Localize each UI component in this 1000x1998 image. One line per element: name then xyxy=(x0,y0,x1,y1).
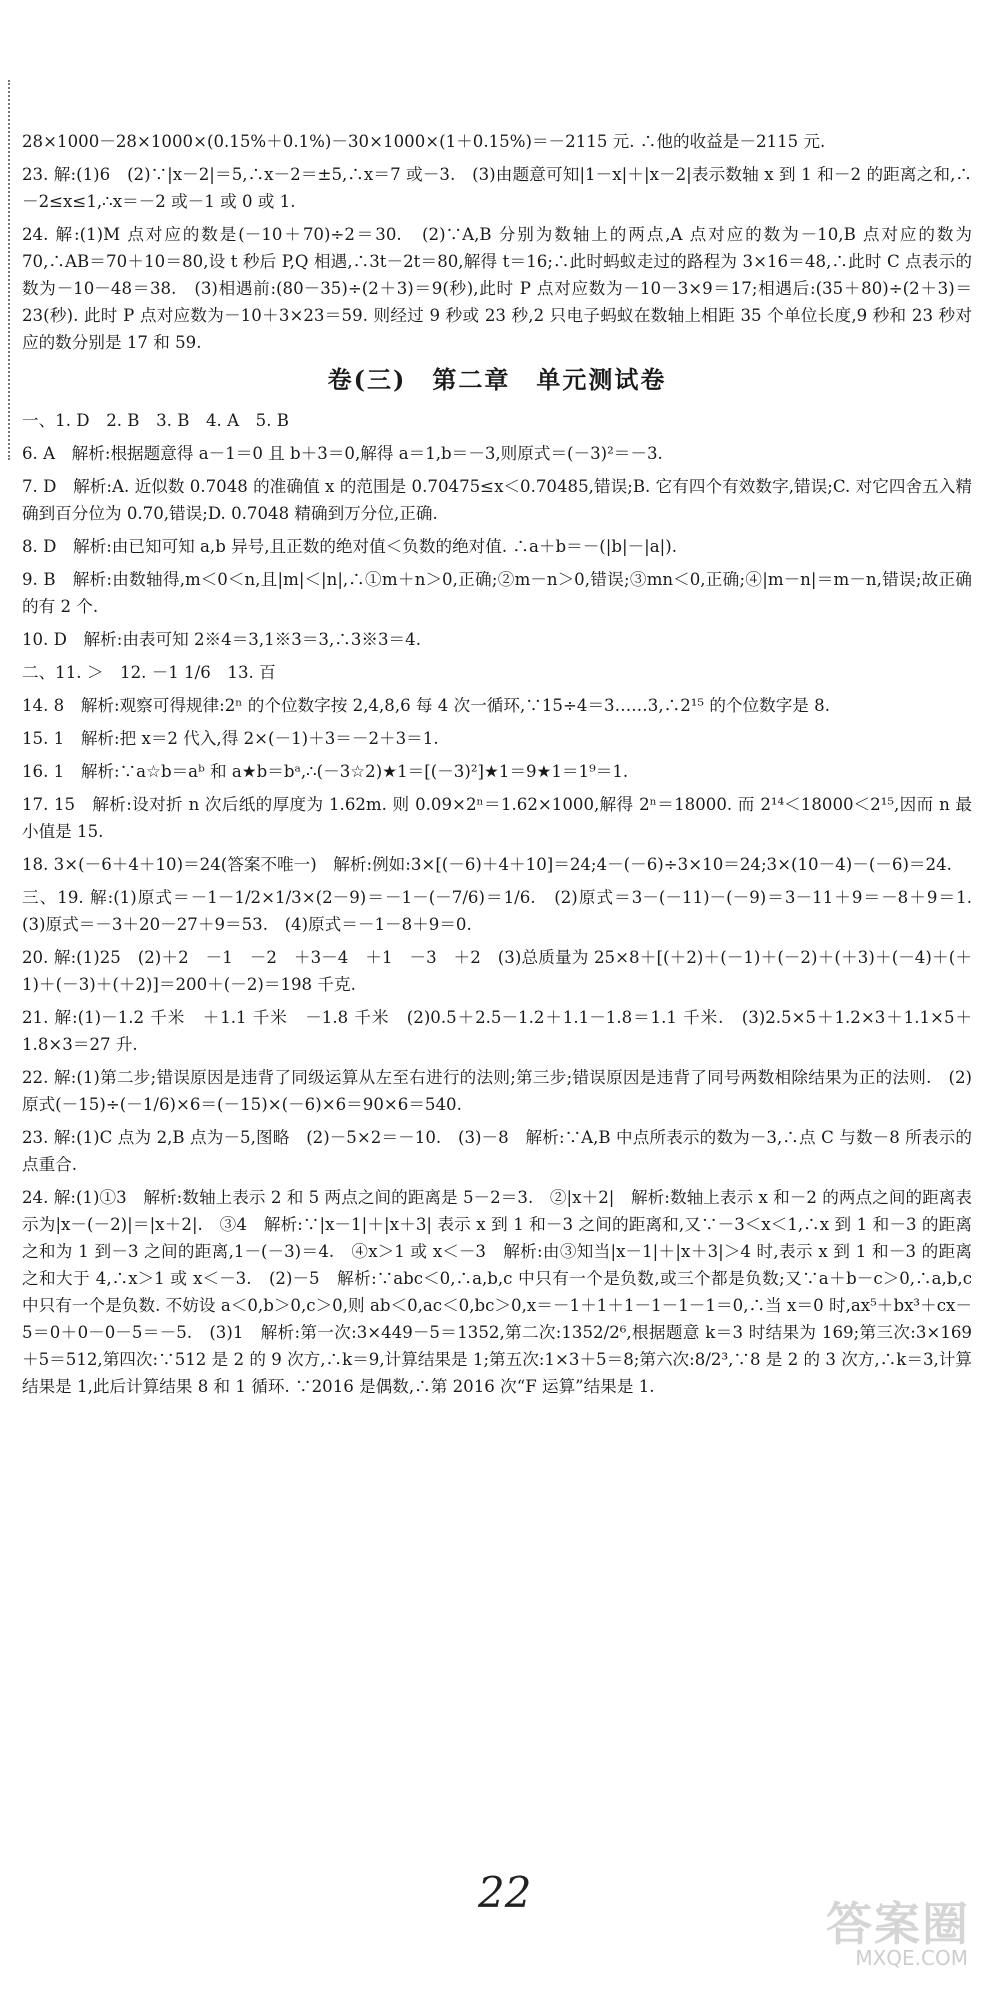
answer-line: 15. 1 解析:把 x＝2 代入,得 2×(－1)＋3＝－2＋3＝1. xyxy=(22,729,439,748)
text-line: 23. 解:(1)6 (2)∵|x－2|＝5,∴x－2＝±5,∴x＝7 或－3. (3)由题意可知|1－x|＋|x－2|表示数轴 x 到 1 和－2 的距离之和,∴－2≤x≤1,∴x＝－2 或－1 或 0 或 1. xyxy=(22,165,972,211)
answer-line: 7. D 解析:A. 近似数 0.7048 的准确值 x 的范围是 0.70475≤x＜0.70485,错误;B. 它有四个有效数字,错误;C. 对它四舍五入精确到百分位为 0.70,错误;D. 0.7048 精确到万分位,正确. xyxy=(22,477,972,523)
watermark-url: MXQE.COM xyxy=(855,1946,968,1970)
answer-line: 6. A 解析:根据题意得 a－1＝0 且 b＋3＝0,解得 a＝1,b＝－3,则原式＝(－3)²＝－3. xyxy=(22,444,663,463)
answer-line: 21. 解:(1)－1.2 千米 ＋1.1 千米 －1.8 千米 (2)0.5＋2.5－1.2＋1.1－1.8＝1.1 千米. (3)2.5×5＋1.2×3＋1.1×5＋1.8×3＝27 升. xyxy=(22,1008,972,1054)
answer-line: 8. D 解析:由已知可知 a,b 异号,且正数的绝对值＜负数的绝对值. ∴a＋b＝－(|b|－|a|). xyxy=(22,537,677,556)
page-number: 22 xyxy=(478,1868,532,1917)
answer-line: 16. 1 解析:∵a☆b＝aᵇ 和 a★b＝bᵃ,∴(－3☆2)★1＝[(－3)²]★1＝9★1＝1⁹＝1. xyxy=(22,762,629,781)
answer-line: 14. 8 解析:观察可得规律:2ⁿ 的个位数字按 2,4,8,6 每 4 次一循环,∵15÷4＝3……3,∴2¹⁵ 的个位数字是 8. xyxy=(22,696,831,715)
answer-line: 24. 解:(1)①3 解析:数轴上表示 2 和 5 两点之间的距离是 5－2＝3. ②|x＋2| 解析:数轴上表示 x 和－2 的两点之间的距离表示为|x－(－2)|＝|x＋2|. ③4 解析:∵|x－1|＋|x＋3| 表示 x 到 1 和－3 之间的距离和,又∵－3＜x＜1,∴x 到 1 和－3 的距离之和为 1 到－3 之间的距离,1－(－3)＝4. ④x＞1 或 x＜－3 解析:由③知当|x－1|＋|x＋3|＞4 时,表示 x 到 1 和－3 的距离之和大于 4,∴x＞1 或 x＜－3. (2)－5 解析:∵abc＜0,∴a,b,c 中只有一个是负数,或三个都是负数;又∵a＋b－c＞0,∴a,b,c 中只有一个是负数. 不妨设 a＜0,b＞0,c＞0,则 ab＜0,ac＜0,bc＞0,x＝－1＋1＋1－1－1－1＝0,∴当 x＝0 时,ax⁵＋bx³＋cx－5＝0＋0－0－5＝－5. (3)1 解析:第一次:3×449－5＝1352,第二次:1352/2⁶,根据题意 k＝3 时结果为 169;第三次:3×169＋5＝512,第四次:∵512 是 2 的 9 次方,∴k＝9,计算结果是 1;第五次:1×3＋5＝8;第六次:8/2³,∵8 是 2 的 3 次方,∴k＝3,计算结果是 1,此后计算结果 8 和 1 循环. ∵2016 是偶数,∴第 2016 次“F 运算”结果是 1. xyxy=(22,1188,972,1396)
answer-content xyxy=(22,128,989,1406)
answer-line: 一、1. D 2. B 3. B 4. A 5. B xyxy=(22,411,289,430)
answer-line: 23. 解:(1)C 点为 2,B 点为－5,图略 (2)－5×2＝－10. (3)－8 解析:∵A,B 中点所表示的数为－3,∴点 C 与数－8 所表示的点重合. xyxy=(22,1128,972,1174)
answer-line: 20. 解:(1)25 (2)＋2 －1 －2 ＋3－4 ＋1 －3 ＋2 (3)总质量为 25×8＋[(＋2)＋(－1)＋(－2)＋(＋3)＋(－4)＋(＋1)＋(－3)＋(＋2)]＝200＋(－2)＝198 千克. xyxy=(22,948,972,994)
text-line: 24. 解:(1)M 点对应的数是(－10＋70)÷2＝30. (2)∵A,B 分别为数轴上的两点,A 点对应的数为－10,B 点对应的数为 70,∴AB＝70＋10＝80,设 t 秒后 P,Q 相遇,∴3t－2t＝80,解得 t＝16;∴此时蚂蚁走过的路程为 3×16＝48,∴此时 C 点表示的数为－10－48＝38. (3)相遇前:(80－35)÷(2＋3)＝9(秒),此时 P 点对应数为－10－3×9＝17;相遇后:(35＋80)÷(2＋3)＝23(秒). 此时 P 点对应数为－10＋3×23＝59. 则经过 9 秒或 23 秒,2 只电子蚂蚁在数轴上相距 35 个单位长度,9 秒和 23 秒对应的数分别是 17 和 59. xyxy=(22,225,972,352)
answer-line: 二、11. ＞ 12. －1 1/6 13. 百 xyxy=(22,663,276,682)
section-title: 卷(三) 第二章 单元测试卷 xyxy=(327,365,667,394)
text-line: 28×1000－28×1000×(0.15%＋0.1%)－30×1000×(1＋0.15%)＝－2115 元. ∴他的收益是－2115 元. xyxy=(22,132,826,151)
answer-line: 10. D 解析:由表可知 2※4＝3,1※3＝3,∴3※3＝4. xyxy=(22,630,421,649)
watermark-logo-text: 答案圈 xyxy=(826,1897,970,1951)
binding-dotted-line xyxy=(8,80,16,460)
answer-line: 18. 3×(－6＋4＋10)＝24(答案不唯一) 解析:例如:3×[(－6)＋4＋10]＝24;4－(－6)÷3×10＝24;3×(10－4)－(－6)＝24. xyxy=(22,855,952,874)
answer-line: 17. 15 解析:设对折 n 次后纸的厚度为 1.62m. 则 0.09×2ⁿ＝1.62×1000,解得 2ⁿ＝18000. 而 2¹⁴＜18000＜2¹⁵,因而 n 最小值是 15. xyxy=(22,795,972,841)
answer-line: 三、19. 解:(1)原式＝－1－1/2×1/3×(2－9)＝－1－(－7/6)＝1/6. (2)原式＝3－(－11)－(－9)＝3－11＋9＝－8＋9＝1. (3)原式＝－3＋20－27＋9＝53. (4)原式＝－1－8＋9＝0. xyxy=(22,888,989,934)
answer-line: 9. B 解析:由数轴得,m＜0＜n,且|m|＜|n|,∴①m＋n＞0,正确;②m－n＞0,错误;③mn＜0,正确;④|m－n|＝m－n,错误;故正确的有 2 个. xyxy=(22,570,972,616)
answer-line: 22. 解:(1)第二步;错误原因是违背了同级运算从左至右进行的法则;第三步;错误原因是违背了同号两数相除结果为正的法则. (2)原式(－15)÷(－1/6)×6＝(－15)×(－6)×6＝90×6＝540. xyxy=(22,1068,972,1114)
watermark-logo xyxy=(774,1888,974,1980)
